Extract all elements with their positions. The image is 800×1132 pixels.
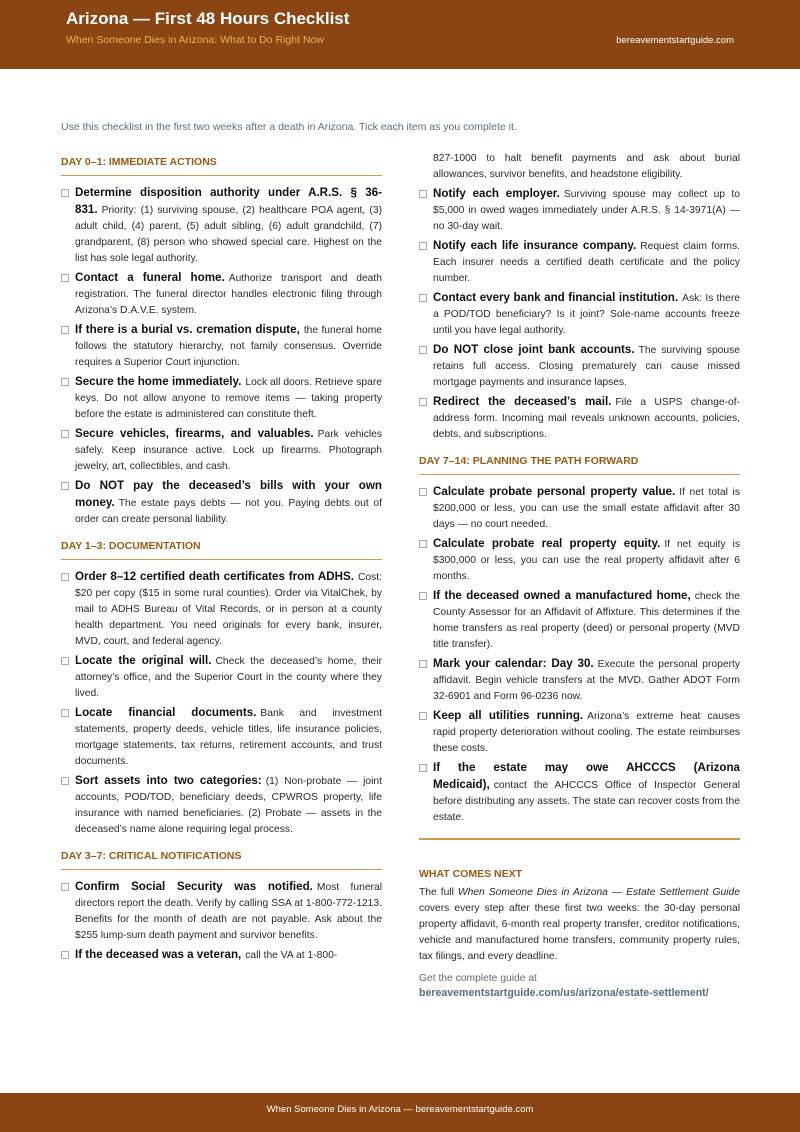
checkbox[interactable] — [419, 712, 427, 720]
item-body: Arizona’s extreme heat causes rapid property deterioration without cooling. The estate reimburses these costs. — [433, 711, 740, 754]
left-column — [61, 151, 382, 967]
section-heading: DAY 1–3: DOCUMENTATION — [61, 535, 382, 560]
checklist-item — [61, 947, 382, 964]
checkbox[interactable] — [61, 657, 69, 665]
checkbox[interactable] — [61, 189, 69, 197]
checkbox[interactable] — [61, 378, 69, 386]
item-title: Mark your calendar: Day 30. — [433, 657, 594, 670]
section-heading: DAY 7–14: PLANNING THE PATH FORWARD — [419, 450, 740, 475]
section-heading: DAY 3–7: CRITICAL NOTIFICATIONS — [61, 845, 382, 870]
item-title: Sort assets into two categories: — [75, 774, 262, 787]
item-body: If net total is $200,000 or less, you can use the small estate affidavit after 30 days — no court needed. — [433, 487, 740, 530]
checklist-item — [61, 322, 382, 371]
checklist-item — [61, 653, 382, 702]
divider — [419, 838, 740, 840]
item-title: If the deceased was a veteran, — [75, 948, 242, 961]
checklist-item — [419, 708, 740, 757]
checklist-item — [61, 569, 382, 650]
checklist-item — [61, 185, 382, 267]
checklist-item — [419, 656, 740, 705]
guide-link[interactable]: bereavementstartguide.com/us/arizona/estate-settlement/ — [419, 987, 709, 999]
checkbox[interactable] — [419, 294, 427, 302]
checklist-item — [419, 760, 740, 826]
section-items — [61, 879, 382, 964]
item-title: Do NOT pay the deceased’s bills with your own money. — [75, 479, 382, 509]
checklist-item — [61, 426, 382, 475]
item-title: Notify each employer. — [433, 187, 560, 200]
checkbox[interactable] — [61, 430, 69, 438]
page-footer: When Someone Dies in Arizona — bereavementstartguide.com — [0, 1093, 800, 1132]
item-body: the funeral home follows the statutory hierarchy, not family consensus. Override requires a Superior Court injunction. — [75, 325, 382, 368]
checklist-item — [419, 484, 740, 533]
checklist-item — [419, 394, 740, 443]
item-body: Most funeral directors report the death. Verify by calling SSA at 1-800-772-1213. Benefits for the month of death are not payable. Ask about the $255 lump-sum death payment and survivor benefits. — [75, 882, 382, 941]
item-title: Determine disposition authority under A.R.S. § 36-831. — [75, 186, 382, 216]
item-body: If net equity is $300,000 or less, you can use the real property affidavit after 6 months. — [433, 539, 740, 582]
item-title: Redirect the deceased’s mail. — [433, 395, 612, 408]
next-body — [419, 885, 740, 965]
section-items — [61, 185, 382, 528]
checkbox[interactable] — [419, 660, 427, 668]
next-heading: WHAT COMES NEXT — [419, 868, 523, 880]
checkbox[interactable] — [419, 592, 427, 600]
checklist-item — [61, 705, 382, 770]
section-items — [419, 186, 740, 443]
header-site: bereavementstartguide.com — [616, 35, 734, 46]
checklist-item — [419, 290, 740, 339]
intro-text: Use this checklist in the first two weeks after a death in Arizona. Tick each item as you complete it. — [61, 121, 517, 133]
checkbox[interactable] — [61, 482, 69, 490]
item-title: Keep all utilities running. — [433, 709, 584, 722]
item-body: The surviving spouse retains full access. Closing prematurely can cause missed mortgage payments and insurance lapses. — [433, 345, 740, 388]
page-subtitle: When Someone Dies in Arizona: What to Do Right Now — [66, 34, 324, 46]
checkbox[interactable] — [419, 242, 427, 250]
item-body: Lock all doors. Retrieve spare keys. Do not allow anyone to remove items — taking property before the estate is administered can constitute theft. — [75, 377, 382, 420]
item-title: Secure vehicles, firearms, and valuables. — [75, 427, 314, 440]
item-body: Execute the personal property affidavit. Begin vehicle transfers at the MVD. Gather ADOT Form 32-6901 and Form 96-0236 now. — [433, 659, 741, 702]
guide-title: When Someone Dies in Arizona — Estate Settlement Guide — [457, 887, 740, 898]
checklist-item — [61, 478, 382, 528]
next-description: covers every step after these first two weeks: the 30-day personal property affidavit, 6-month real property transfer, creditor notifications, vehicle and manufactured home transfers, community property rules, tax filings, and every deadline. — [419, 903, 740, 962]
checklist-item — [61, 374, 382, 423]
section-heading: DAY 0–1: IMMEDIATE ACTIONS — [61, 151, 382, 176]
section-items — [419, 484, 740, 826]
item-body: Check the deceased’s home, their attorney’s office, and the Superior Court in the county where they lived. — [75, 656, 382, 699]
checkbox[interactable] — [61, 883, 69, 891]
checkbox[interactable] — [419, 398, 427, 406]
item-continuation: 827-1000 to halt benefit payments and ask about burial allowances, survivor benefits, and headstone eligibility. — [433, 153, 740, 180]
item-title: If the deceased owned a manufactured home, — [433, 589, 691, 602]
item-title: If the estate may owe AHCCCS (Arizona Medicaid), — [433, 761, 740, 791]
checklist-item — [61, 879, 382, 944]
item-body: Priority: (1) surviving spouse, (2) healthcare POA agent, (3) adult child, (4) parent, (5) adult sibling, (6) adult grandchild, (7) grandparent, (8) person who showed special care. Highest on the list has sole legal authority. — [75, 205, 382, 264]
checkbox[interactable] — [61, 709, 69, 717]
item-body: The estate pays debts — not you. Paying debts out of order can create personal liability. — [75, 498, 382, 525]
page-header — [0, 0, 800, 69]
cta-text: Get the complete guide at — [419, 973, 537, 984]
checklist-item — [61, 270, 382, 319]
checklist-item — [419, 186, 740, 235]
checkbox[interactable] — [419, 346, 427, 354]
next-lead: The full — [419, 887, 454, 898]
item-title: Contact a funeral home. — [75, 271, 225, 284]
item-body: Cost: $20 per copy ($15 in some rural counties). Order via VitalChek, by mail to ADHS Bureau of Vital Records, or in person at a county health department. You need originals for every bank, insurer, MVD, court, and federal agency. — [75, 572, 382, 647]
item-body: File a USPS change-of-address form. Incoming mail reveals unknown accounts, policies, debts, and subscriptions. — [433, 397, 740, 440]
checkbox[interactable] — [419, 540, 427, 548]
checklist-item — [61, 773, 382, 838]
checklist-item — [419, 342, 740, 391]
item-title: If there is a burial vs. cremation dispute, — [75, 323, 300, 336]
item-body: call the VA at 1-800- — [245, 950, 338, 961]
item-title: Secure the home immediately. — [75, 375, 242, 388]
item-body: check the County Assessor for an Affidavit of Affixture. This determines if the home transfers as real property (deed) or personal property (MVD title transfer). — [433, 591, 740, 650]
item-body: Bank and investment statements, property deeds, vehicle titles, life insurance policies, mortgage statements, tax returns, retirement accounts, and trust documents. — [75, 708, 382, 767]
section-items — [61, 569, 382, 838]
item-title: Notify each life insurance company. — [433, 239, 637, 252]
item-body: Request claim forms. Each insurer needs a certified death certificate and the policy number. — [433, 241, 740, 284]
right-column — [419, 151, 740, 999]
checkbox[interactable] — [61, 951, 69, 959]
item-body: (1) Non-probate — joint accounts, POD/TOD, beneficiary deeds, CPWROS property, life insurance with named beneficiaries. (2) Probate — assets in the deceased’s name alone requiring legal process. — [75, 776, 382, 835]
checkbox[interactable] — [61, 777, 69, 785]
item-title: Calculate probate real property equity. — [433, 537, 661, 550]
checkbox[interactable] — [61, 274, 69, 282]
checklist-item — [419, 238, 740, 287]
checklist-item — [419, 588, 740, 653]
item-title: Confirm Social Security was notified. — [75, 880, 313, 893]
item-body: Authorize transport and death registration. The funeral director handles electronic filing through Arizona’s D.A.V.E. system. — [75, 273, 383, 316]
item-body: Ask: Is there a POD/TOD beneficiary? Is it joint? Sole-name accounts freeze until you have legal authority. — [433, 293, 740, 336]
checkbox[interactable] — [419, 488, 427, 496]
item-title: Order 8–12 certified death certificates from ADHS. — [75, 570, 354, 583]
checkbox[interactable] — [419, 764, 427, 772]
item-body: Surviving spouse may collect up to $5,000 in owed wages immediately under A.R.S. § 14-3971(A) — no 30-day wait. — [433, 189, 740, 232]
checkbox[interactable] — [61, 326, 69, 334]
page-title: Arizona — First 48 Hours Checklist — [66, 9, 350, 28]
checkbox[interactable] — [61, 573, 69, 581]
item-title: Locate financial documents. — [75, 706, 257, 719]
item-title: Calculate probate personal property value. — [433, 485, 676, 498]
checklist-item — [419, 536, 740, 585]
item-body: Park vehicles safely. Keep insurance active. Lock up firearms. Photograph jewelry, art, collectibles, and cash. — [75, 429, 383, 472]
item-title: Locate the original will. — [75, 654, 212, 667]
item-title: Do NOT close joint bank accounts. — [433, 343, 635, 356]
item-title: Contact every bank and financial institution. — [433, 291, 679, 304]
item-body: contact the AHCCCS Office of Inspector General before distributing any assets. The state can recover costs from the estate. — [433, 780, 740, 823]
checkbox[interactable] — [419, 190, 427, 198]
